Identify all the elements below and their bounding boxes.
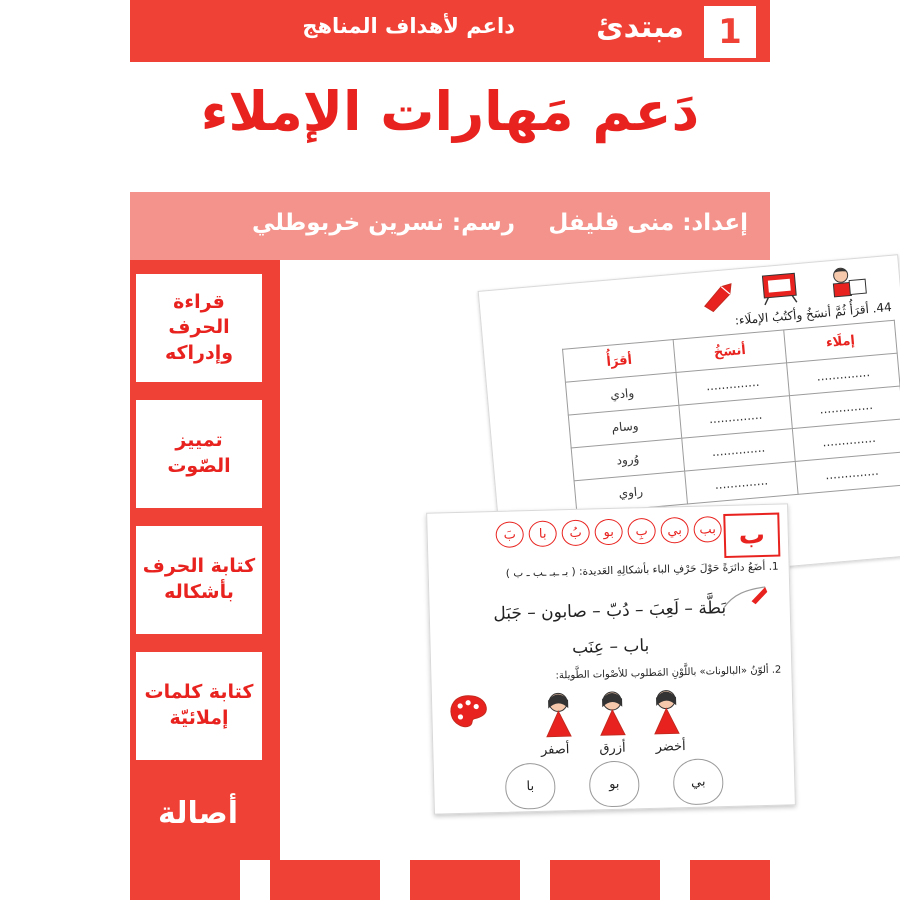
top-red-band	[130, 0, 770, 62]
letter-form-oval: با	[528, 520, 557, 547]
publisher-logo: أصالة	[158, 796, 238, 831]
cover-body	[130, 260, 893, 860]
balloon-list	[434, 756, 795, 811]
worksheet-front-task-1: 1. أضَعُ دائرَةً حَوْلَ حَرْفِ الباء بأشكالِهِ العَديدة: ( بـ ـبـ ـب ـ ب )	[505, 560, 779, 580]
worksheet-back-table	[562, 320, 900, 514]
worksheet-back-instruction: 44. أقرَأُ ثُمَّ أنسَخُ وأكتُبُ الإملَاء:	[734, 299, 893, 328]
cover-tagline: داعم لأهداف المناهج	[302, 14, 515, 38]
letter-box: ب	[723, 513, 780, 558]
color-label: أصفر	[540, 742, 570, 758]
balloon: با	[505, 763, 556, 810]
worksheet-front-task-2: 2. ألوّنُ «البالونات» باللَّوْنِ المَطلوب للأصْوات الطَّويلة:	[555, 664, 782, 682]
feature-chip-0	[136, 274, 262, 382]
feature-chip-label: قراءة الحرف وإدراكه	[164, 290, 234, 364]
kid-illustration-list	[432, 684, 793, 741]
letter-form-oval: بو	[594, 519, 623, 546]
table-header-cell: أنسَخُ	[673, 330, 786, 373]
color-label: أزرق	[599, 740, 626, 757]
color-label: أخضر	[655, 739, 686, 755]
worksheet-front-words-row-2: باب – عِنَب	[571, 635, 650, 659]
girl-icon	[648, 687, 685, 736]
illustration-panel	[280, 260, 893, 860]
chalkboard-icon	[756, 270, 805, 308]
author-prepared-by: إعداد: منى فليفل	[548, 210, 748, 236]
author-illustrated-by: رسم: نسرين خربوطلي	[251, 210, 515, 236]
feature-chip-label: تمييز الصّوت	[167, 429, 231, 477]
table-cell: ..............	[795, 452, 900, 495]
worksheet-front	[426, 503, 796, 814]
table-cell: راوي	[574, 471, 687, 514]
cover-level-word: مبتدئ	[596, 10, 684, 45]
dash-segment	[550, 860, 660, 900]
table-header-cell: أقرَأُ	[563, 340, 676, 383]
bottom-dashed-strip	[130, 860, 770, 900]
cover-level-badge: 1	[704, 6, 756, 58]
table-cell: وادي	[565, 372, 678, 415]
girl-icon	[540, 690, 577, 739]
letter-form-oval: بب	[693, 516, 722, 543]
table-cell: ..............	[679, 396, 792, 439]
table-cell: وُرود	[571, 438, 684, 481]
page-title: دَعم مَهارات الإملاء	[200, 80, 700, 143]
worksheet-front-words-row-1: بَطَّة – لَعِبَ – دُبّ – صابون – جَبَل	[493, 597, 727, 625]
letter-form-oval: بِ	[627, 518, 656, 545]
table-cell: وسام	[568, 405, 681, 448]
dash-segment	[410, 860, 520, 900]
hand-writing-icon	[699, 277, 742, 314]
table-cell: ..............	[685, 461, 798, 504]
letter-form-oval: بي	[660, 517, 689, 544]
girl-icon	[594, 689, 631, 738]
dash-segment	[690, 860, 770, 900]
boy-reading-icon	[826, 264, 871, 302]
feature-chip-2	[136, 526, 262, 634]
table-cell: ..............	[792, 419, 900, 462]
feature-chip-1	[136, 400, 262, 508]
feature-chip-label: كتابة الحرف بأشكاله	[142, 555, 256, 603]
table-cell: ..............	[676, 363, 789, 406]
authors-band	[130, 192, 770, 260]
balloon: بي	[673, 758, 724, 805]
letter-form-oval: بَ	[495, 521, 524, 548]
letter-forms-list	[495, 516, 722, 548]
table-header-cell: إملَاء	[784, 320, 897, 363]
table-cell: ..............	[682, 429, 795, 472]
balloon: بو	[589, 760, 640, 807]
feature-chip-list	[136, 274, 262, 778]
dash-segment	[130, 860, 240, 900]
title-zone	[130, 62, 770, 192]
table-cell: ..............	[789, 386, 900, 429]
letter-form-oval: بُ	[561, 520, 590, 547]
dash-segment	[270, 860, 380, 900]
feature-chip-label: كتابة كلمات إملائيّة	[144, 681, 254, 729]
feature-chip-3	[136, 652, 262, 760]
book-cover	[130, 0, 893, 900]
table-cell: ..............	[787, 353, 900, 396]
